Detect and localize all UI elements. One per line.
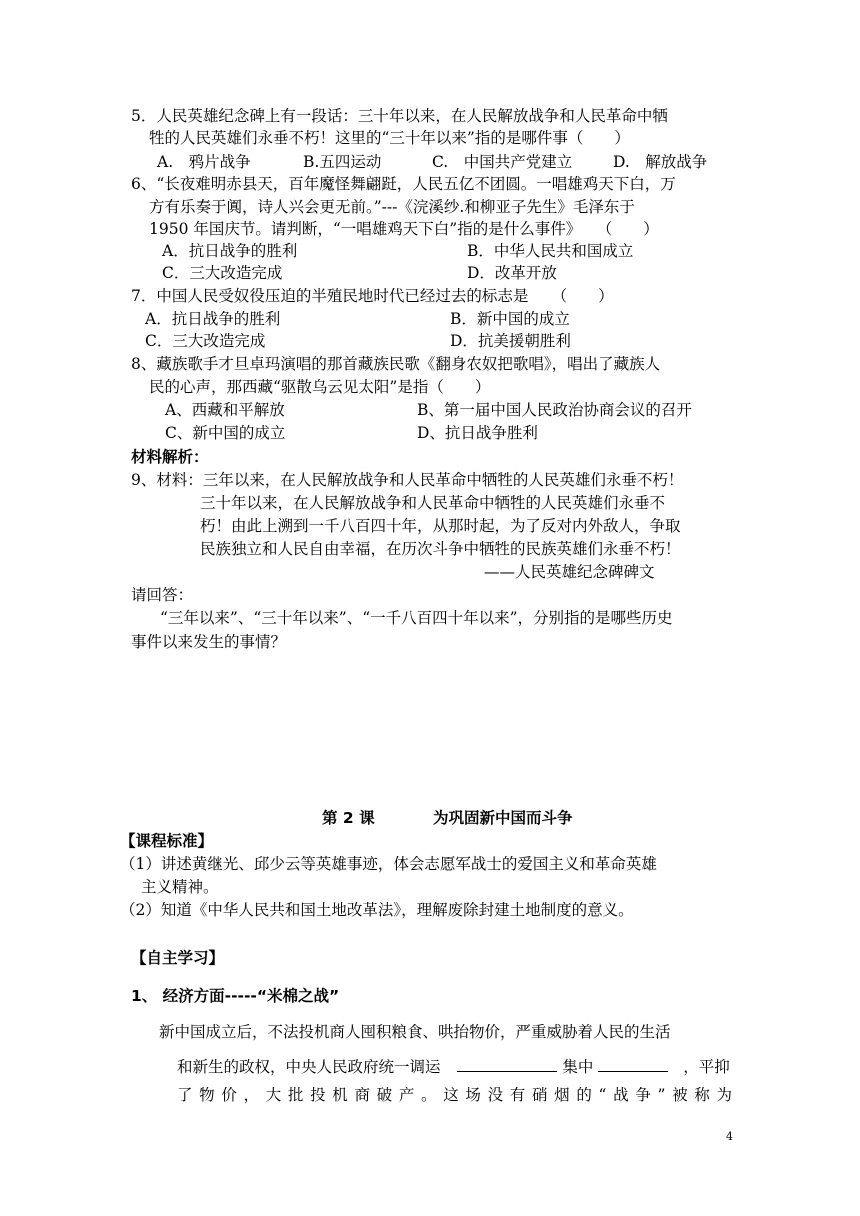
q5-option-c: C. 中国共产党建立 (432, 153, 573, 171)
q7-option-c: C．三大改造完成 (145, 332, 266, 350)
fill-blank-1[interactable] (457, 1054, 557, 1072)
q8-stem-line1: 8、藏族歌手才旦卓玛演唱的那首藏族民歌《翻身农奴把歌唱》，唱出了藏族人 (131, 355, 661, 373)
q6-option-a: A．抗日战争的胜利 (162, 242, 298, 260)
paragraph-line2-mid: 集中 (562, 1058, 594, 1076)
q6-option-b: B．中华人民共和国成立 (467, 242, 634, 260)
q8-option-c: C、新中国的成立 (165, 424, 286, 442)
q5-option-b: B.五四运动 (303, 153, 382, 171)
q7-option-d: D．抗美援朝胜利 (450, 332, 571, 350)
lesson-number: 第 2 课 (322, 809, 375, 827)
q8-stem-line2: 民的心声，那西藏“驱散乌云见太阳”是指（ ） (149, 378, 491, 396)
q8-option-d: D、抗日战争胜利 (417, 424, 538, 442)
q8-option-a: A、西藏和平解放 (165, 401, 285, 419)
q6-stem-line2: 方有乐奏于阗，诗人兴会更无前。”---《浣溪纱.和柳亚子先生》毛泽东于 (149, 198, 635, 216)
q5-option-a: A. 鸦片战争 (157, 153, 251, 171)
paragraph-line2-end: ，平抑 (683, 1058, 730, 1076)
q5-stem-line2: 牲的人民英雄们永垂不朽！这里的“三十年以来”指的是哪件事（ ） (149, 129, 630, 147)
q7-option-b: B．新中国的成立 (450, 310, 570, 328)
q9-line1: 9、材料：三年以来，在人民解放战争和人民革命中牺牲的人民英雄们永垂不朽！ (131, 471, 684, 489)
page-number: 4 (726, 1130, 733, 1143)
q6-option-d: D．改革开放 (467, 264, 557, 282)
standard-1-line1: （1）讲述黄继光、邱少云等英雄事迹，体会志愿军战士的爱国主义和革命英雄 (120, 855, 657, 873)
q9-line4: 民族独立和人民自由幸福，在历次斗争中牺牲的民族英雄们永垂不朽！ (200, 540, 681, 558)
q6-option-c: C．三大改造完成 (162, 264, 283, 282)
q5-stem-line1: 5．人民英雄纪念碑上有一段话：三十年以来，在人民解放战争和人民革命中牺 (131, 107, 668, 125)
q8-option-b: B、第一届中国人民政治协商会议的召开 (417, 401, 692, 419)
material-heading: 材料解析： (131, 448, 209, 466)
paragraph-line2 (177, 1054, 730, 1078)
q7-option-a: A．抗日战争的胜利 (145, 310, 281, 328)
q9-source: ——人民英雄纪念碑碑文 (484, 563, 655, 581)
q6-stem-line3: 1950 年国庆节。请判断，“一唱雄鸡天下白”指的是什么事件》 （ ） (149, 220, 659, 238)
section-1-heading: 1、 经济方面-----“米棉之战” (131, 987, 340, 1005)
q5-option-d: D. 解放战争 (613, 153, 708, 171)
lesson-title: 为巩固新中国而斗争 (433, 809, 573, 827)
q9-line3: 朽！由此上溯到一千八百四十年，从那时起，为了反对内外敌人，争取 (200, 517, 681, 535)
standard-1-line2: 主义精神。 (141, 878, 219, 896)
q9-question-line2: 事件以来发生的事情？ (131, 633, 287, 651)
standards-heading: 【课程标准】 (120, 832, 214, 850)
q7-stem-line1: 7．中国人民受奴役压迫的半殖民地时代已经过去的标志是 （ ） (131, 287, 614, 305)
paragraph-line2-start: 和新生的政权，中央人民政府统一调运 (177, 1058, 441, 1076)
q9-question-line1: “三年以来”、“三十年以来”、“一千八百四十年以来”，分别指的是哪些历史 (160, 609, 673, 627)
paragraph-line3: 了物价，大批投机商破产。这场没有硝烟的“战争”被称为 (177, 1086, 732, 1104)
answer-prompt: 请回答： (131, 586, 194, 604)
self-study-heading: 【自主学习】 (131, 949, 225, 967)
fill-blank-2[interactable] (598, 1054, 668, 1072)
q6-stem-line1: 6、“长夜难明赤县天，百年魔怪舞翩跹，人民五亿不团圆。一唱雄鸡天下白，万 (131, 175, 676, 193)
q9-line2: 三十年以来，在人民解放战争和人民革命中牺牲的人民英雄们永垂不 (200, 494, 666, 512)
paragraph-line1: 新中国成立后，不法投机商人囤积粮食、哄抬物价，严重威胁着人民的生活 (159, 1023, 671, 1041)
standard-2: （2）知道《中华人民共和国土地改革法》，理解废除封建土地制度的意义。 (120, 901, 634, 919)
